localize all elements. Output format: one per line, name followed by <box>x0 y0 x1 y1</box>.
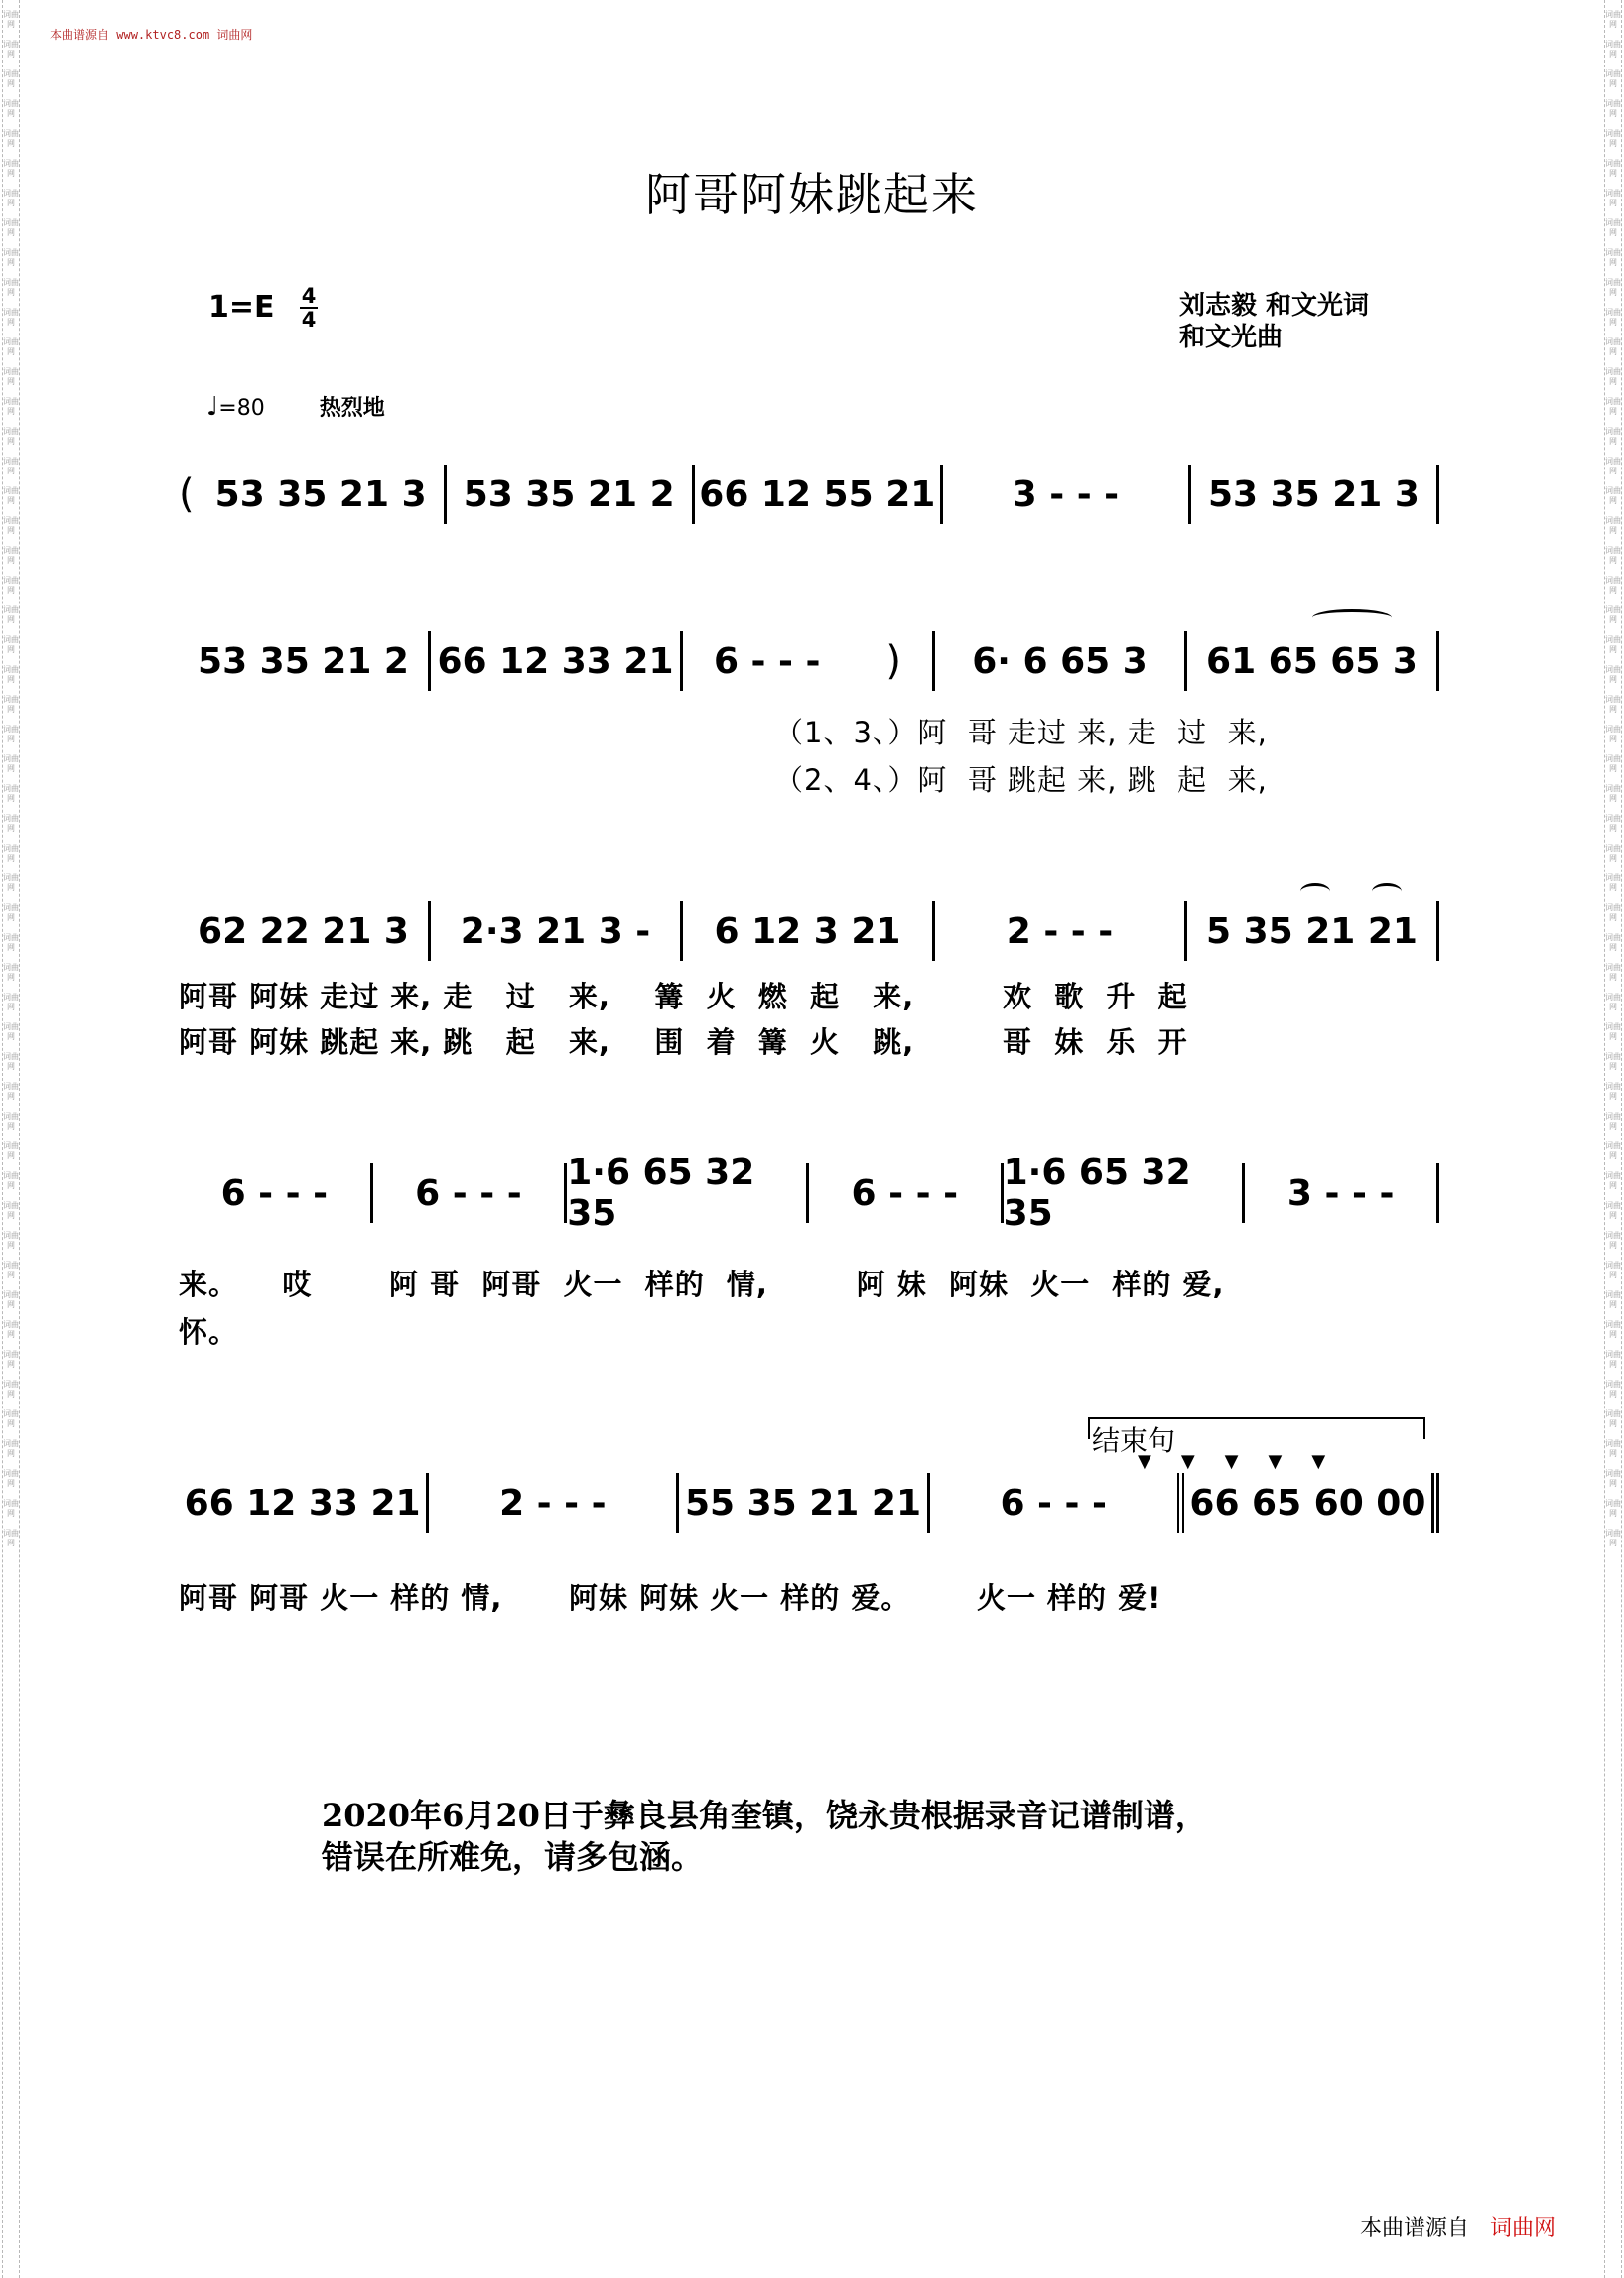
measure-notes: 66 12 33 21 <box>184 1482 421 1524</box>
tempo-value: =80 <box>218 396 265 421</box>
measure-notes: 61 65 65 3 <box>1206 640 1418 682</box>
tempo-marking <box>206 391 385 422</box>
footer-site-link[interactable]: 词曲网 <box>1490 2216 1556 2241</box>
credits <box>1179 290 1369 353</box>
measure <box>695 465 943 524</box>
measure <box>179 631 431 691</box>
measure-notes: 6· 6 65 3 <box>972 640 1148 682</box>
measure-notes: 53 35 21 2 <box>198 640 409 682</box>
measure <box>179 1473 429 1533</box>
lyrics-line-3a: 阿哥 阿妹 走过 来, 走 过 来, 篝 火 燃 起 来, 欢 歌 升 起 <box>179 980 1188 1013</box>
measure-notes: 6 - - - <box>415 1172 522 1214</box>
time-top: 4 <box>301 284 317 308</box>
measure-notes: 3 - - - <box>1012 473 1120 515</box>
measure <box>679 1473 929 1533</box>
measure <box>179 1163 373 1223</box>
composer: 和文光曲 <box>1179 323 1284 352</box>
measure-notes: 2 - - - <box>499 1482 607 1524</box>
measure-notes: 2·3 21 3 - <box>460 910 651 952</box>
measure <box>431 901 683 961</box>
source-site: 词曲网 <box>216 28 253 42</box>
slur-mark <box>1312 609 1392 626</box>
measure-notes: 66 12 33 21 <box>437 640 674 682</box>
footer-credit <box>1360 2211 1556 2242</box>
score-line-2 <box>179 631 1439 691</box>
lyrics-line-4b: 怀。 <box>179 1315 239 1349</box>
measure <box>1003 1152 1246 1234</box>
slur-mark <box>1300 883 1330 900</box>
measure-notes: 55 35 21 21 <box>685 1482 921 1524</box>
measure-notes: 6 - - - <box>1000 1482 1107 1524</box>
note-line-1: 2020年6月20日于彝良县角奎镇，饶永贵根据录音记谱制谱， <box>322 1797 1207 1834</box>
measure-notes: 62 22 21 3 <box>198 910 409 952</box>
transcription-note <box>322 1795 1207 1878</box>
measure-notes: 2 - - - <box>1006 910 1114 952</box>
score-line-4 <box>179 1152 1439 1234</box>
footer-prefix: 本曲谱源自 <box>1360 2216 1470 2241</box>
measure-notes: 6 - - - <box>220 1172 329 1214</box>
measure-notes: 53 35 21 3 <box>1207 473 1420 515</box>
slur-mark <box>1372 883 1402 900</box>
measure <box>930 1473 1184 1533</box>
measure-notes: 6 - - - <box>713 640 821 682</box>
lyrics-line-5: 阿哥 阿哥 火一 样的 情, 阿妹 阿妹 火一 样的 爱。 火一 样的 爱! <box>179 1581 1162 1615</box>
measure <box>809 1163 1004 1223</box>
measure <box>567 1152 809 1234</box>
lyrics-verse-24: （2、4、）阿 哥 跳起 来, 跳 起 来, <box>774 763 1268 797</box>
left-watermark-strip: 词曲网 词曲网 词曲网 词曲网 词曲网 词曲网 词曲网 词曲网 词曲网 词曲网 词曲网 词曲网 词曲网 词曲网 词曲网 词曲网 词曲网 词曲网 词曲网 词曲网 词曲网 词曲网 词曲网 词曲网 词曲网 词曲网 词曲网 词曲网 词曲网 词曲网 词曲网 词曲网 词曲网 词曲网 词曲网 词曲网 词曲网 词曲网 词曲网 词曲网 词曲网 词曲网 词曲网 词曲网 词曲网 词曲网 词曲网 词曲网 词曲网 词曲网 词曲网 词曲网 <box>2 0 20 2278</box>
measure-notes: 1·6 65 32 35 <box>567 1152 755 1234</box>
measure <box>199 465 447 524</box>
measure <box>683 631 935 691</box>
measure-notes: 53 35 21 2 <box>463 473 675 515</box>
measure <box>429 1473 679 1533</box>
measure-notes: 5 35 21 21 <box>1206 910 1418 952</box>
quarter-note-icon: ♩ <box>206 392 219 422</box>
measure <box>935 901 1187 961</box>
measure <box>935 631 1187 691</box>
source-note <box>50 26 252 43</box>
lyricist: 刘志毅 和文光词 <box>1179 291 1370 321</box>
measure <box>447 465 695 524</box>
measure <box>179 901 431 961</box>
measure <box>943 465 1191 524</box>
measure <box>1187 901 1439 961</box>
measure <box>1184 1473 1439 1533</box>
lyrics-verse-13: （1、3、）阿 哥 走过 来, 走 过 来, <box>774 716 1268 749</box>
measure-notes: 66 12 55 21 <box>699 473 936 515</box>
intro-close-paren: ) <box>885 638 902 684</box>
measure-notes: 3 - - - <box>1286 1172 1395 1214</box>
ending-label: 结束句 <box>1092 1424 1176 1457</box>
right-watermark-strip: 词曲网 词曲网 词曲网 词曲网 词曲网 词曲网 词曲网 词曲网 词曲网 词曲网 词曲网 词曲网 词曲网 词曲网 词曲网 词曲网 词曲网 词曲网 词曲网 词曲网 词曲网 词曲网 词曲网 词曲网 词曲网 词曲网 词曲网 词曲网 词曲网 词曲网 词曲网 词曲网 词曲网 词曲网 词曲网 词曲网 词曲网 词曲网 词曲网 词曲网 词曲网 词曲网 词曲网 词曲网 词曲网 词曲网 词曲网 词曲网 词曲网 词曲网 词曲网 词曲网 <box>1604 0 1622 2278</box>
measure <box>683 901 935 961</box>
measure-notes: 6 - - - <box>851 1172 959 1214</box>
accent-marks: ▼▼▼▼▼ <box>1138 1451 1356 1472</box>
score-line-3 <box>179 901 1439 961</box>
measure <box>1187 631 1439 691</box>
measure-notes: 53 35 21 3 <box>214 473 427 515</box>
lyrics-line-3b: 阿哥 阿妹 跳起 来, 跳 起 来, 围 着 篝 火 跳, 哥 妹 乐 开 <box>179 1025 1188 1059</box>
score-line-1 <box>179 465 1439 524</box>
measure-notes: 1·6 65 32 35 <box>1003 1152 1191 1234</box>
key-signature: 1=E <box>208 290 275 325</box>
measure <box>373 1163 568 1223</box>
measure <box>1245 1163 1439 1223</box>
source-url[interactable]: www.ktvc8.com <box>116 28 210 42</box>
measure <box>1191 465 1439 524</box>
time-signature <box>298 285 320 331</box>
score-line-5 <box>179 1473 1439 1533</box>
expression-marking: 热烈地 <box>319 396 385 421</box>
measure <box>431 631 683 691</box>
song-title: 阿哥阿妹跳起来 <box>645 168 979 221</box>
time-bottom: 4 <box>301 308 317 332</box>
measure-notes: 6 12 3 21 <box>714 910 901 952</box>
note-line-2: 错误在所难免，请多包涵。 <box>322 1838 704 1876</box>
source-prefix: 本曲谱源自 <box>50 28 110 42</box>
measure-notes: 66 65 60 00 <box>1189 1482 1426 1524</box>
intro-open-paren: ( <box>179 471 195 517</box>
lyrics-line-4a: 来。 哎 阿 哥 阿哥 火一 样的 情, 阿 妹 阿妹 火一 样的 爱, <box>179 1268 1225 1301</box>
